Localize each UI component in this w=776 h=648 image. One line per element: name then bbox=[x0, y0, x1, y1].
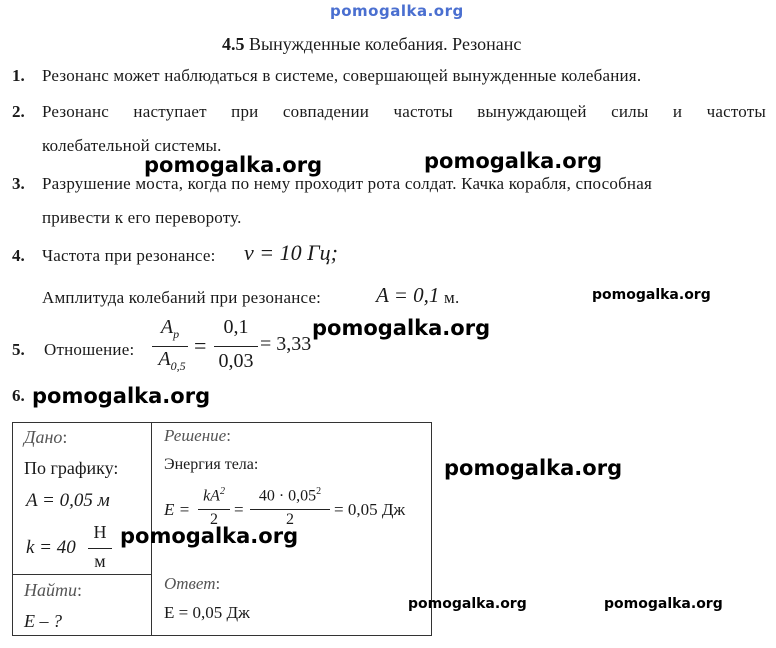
item-3-line2: привести к его перевороту. bbox=[42, 208, 242, 227]
formula-equals: = bbox=[234, 500, 244, 519]
item-6-number: 6. bbox=[12, 386, 25, 405]
given-line-1: По графику: bbox=[24, 458, 119, 478]
item-5-fraction-bar-2 bbox=[214, 346, 258, 347]
item-3-line1: Разрушение моста, когда по нему проходит рота солдат. Качка корабля, способная bbox=[42, 174, 652, 193]
item-5-ratio-numerator: $A_р$ bbox=[160, 316, 180, 341]
formula-fraction-1-den: 2 bbox=[210, 511, 218, 528]
item-4-amp-formula: A = 0,1 bbox=[376, 283, 440, 307]
formula-fraction-2-num: $40 \cdot 0,05^2$ bbox=[258, 486, 322, 505]
watermark-8: pomogalka.org bbox=[408, 596, 527, 612]
item-4-amp-label: Амплитуда колебаний при резонансе: bbox=[42, 288, 322, 307]
watermark-2: pomogalka.org bbox=[424, 149, 603, 173]
watermark-6: pomogalka.org bbox=[444, 456, 623, 480]
watermark-7: pomogalka.org bbox=[120, 524, 299, 548]
find-header: Найти: bbox=[24, 580, 83, 600]
item-5-fraction-bar-1 bbox=[152, 346, 188, 347]
item-5-label: Отношение: bbox=[44, 340, 135, 359]
formula-fraction-2-bar bbox=[250, 509, 330, 510]
answer-header: Ответ: bbox=[164, 574, 221, 593]
watermark-3: pomogalka.org bbox=[592, 287, 711, 303]
given-header: Дано: bbox=[24, 427, 68, 447]
item-4-freq-label: Частота при резонансе: bbox=[42, 246, 216, 265]
item-3-number: 3. bbox=[12, 174, 25, 193]
given-unit-numerator: Н bbox=[93, 522, 107, 542]
watermark-5: pomogalka.org bbox=[32, 384, 211, 408]
item-1-text: Резонанс может наблюдаться в системе, совершающей вынужденные колебания. bbox=[42, 66, 642, 85]
watermark-1: pomogalka.org bbox=[144, 153, 323, 177]
item-5-den-value: 0,03 bbox=[218, 350, 254, 372]
table-border-left bbox=[12, 422, 13, 636]
section-title-text: Вынужденные колебания. Резонанс bbox=[249, 34, 522, 54]
section-number: 4.5 bbox=[222, 34, 245, 54]
formula-result: = 0,05 Дж bbox=[334, 500, 406, 519]
section-title bbox=[222, 34, 521, 55]
item-5-number: 5. bbox=[12, 340, 25, 359]
answer-value: E = 0,05 Дж bbox=[164, 603, 250, 622]
item-4-amp-unit: м. bbox=[444, 288, 460, 307]
formula-fraction-2-den: 2 bbox=[286, 511, 294, 528]
item-2-number: 2. bbox=[12, 102, 25, 121]
item-5-equals: = bbox=[194, 333, 207, 358]
formula-lhs: E = bbox=[164, 500, 191, 519]
table-divider-given-find bbox=[12, 574, 152, 575]
table-border-bottom bbox=[12, 635, 432, 636]
watermark-9: pomogalka.org bbox=[604, 596, 723, 612]
given-line-2: A = 0,05 м bbox=[26, 490, 110, 511]
item-2-line2: колебательной системы. bbox=[42, 136, 222, 155]
find-value: E – ? bbox=[24, 611, 62, 631]
formula-fraction-1-num: $kA^2$ bbox=[203, 486, 225, 505]
watermark-4: pomogalka.org bbox=[312, 316, 491, 340]
formula-fraction-1-bar bbox=[198, 509, 230, 510]
item-5-result: = 3,33 bbox=[260, 333, 312, 355]
item-2-line1: Резонанс наступает при совпадении частоты вынуждающей силы и частоты bbox=[42, 102, 766, 121]
item-5-num-value: 0,1 bbox=[223, 316, 249, 338]
item-5-ratio-denominator: $A_{0,5}$ bbox=[158, 348, 186, 373]
solution-line-1: Энергия тела: bbox=[164, 456, 259, 473]
given-unit-bar bbox=[88, 548, 112, 549]
table-border-top bbox=[12, 422, 432, 423]
item-4-number: 4. bbox=[12, 246, 25, 265]
header-watermark: pomogalka.org bbox=[330, 2, 464, 20]
item-4-freq-formula: ν = 10 Гц; bbox=[244, 240, 338, 265]
solution-header: Решение: bbox=[164, 426, 231, 445]
item-1-number: 1. bbox=[12, 66, 25, 85]
given-unit-denominator: м bbox=[94, 551, 106, 571]
given-line-3: k = 40 bbox=[26, 537, 76, 558]
